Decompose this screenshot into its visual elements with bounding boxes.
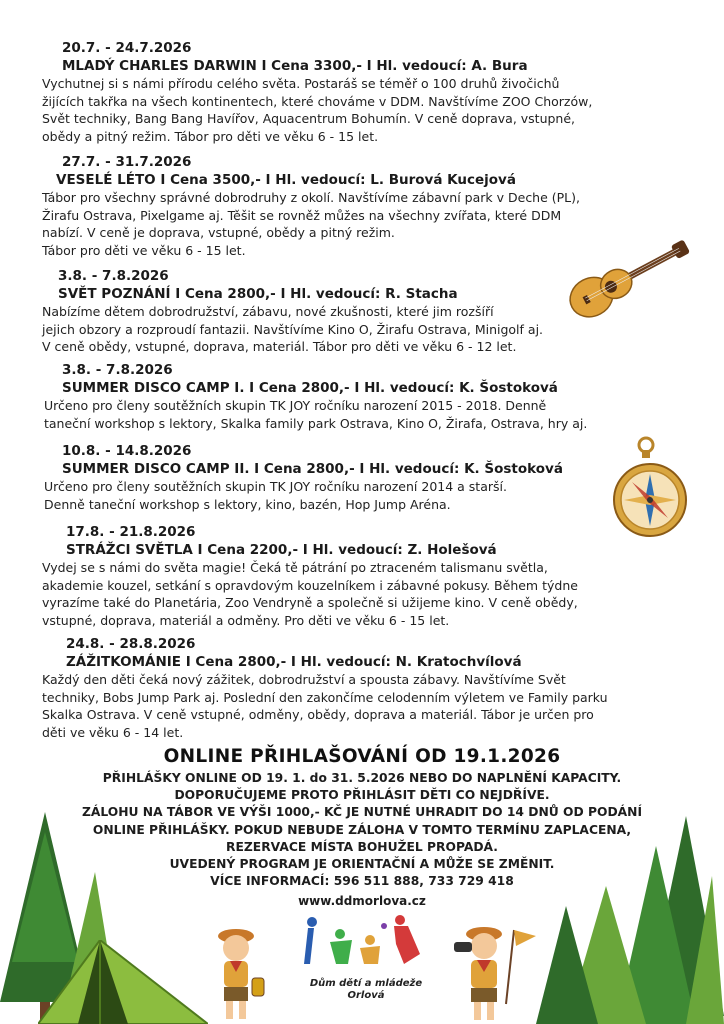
camp-title: STRÁŽCI SVĚTLA I Cena 2200,- I Hl. vedoucí: Z. Holešová: [66, 542, 497, 558]
camp-title: SUMMER DISCO CAMP II. I Cena 2800,- I Hl. vedoucí: K. Šostoková: [62, 461, 563, 477]
camp-description: Tábor pro všechny správné dobrodruhy z okolí. Navštívíme zábavní park v Deche (PL), Žirafu Ostrava, Pixelgame aj. Těšit se rovněž můžes na všechny zvířata, které DDM nabízí. V ceně je doprava, vstupné, obědy a pitný režim. Tábor pro děti ve věku 6 - 15 let.: [42, 190, 581, 258]
camp-6: [42, 524, 682, 629]
camp-4: [42, 362, 682, 432]
camp-date: 17.8. - 21.8.2026: [66, 524, 196, 540]
camp-title: MLADÝ CHARLES DARWIN I Cena 3300,- I Hl. vedoucí: A. Bura: [62, 58, 528, 74]
ddm-logo-icon: [300, 914, 432, 976]
camp-description: Každý den děti čeká nový zážitek, dobrodružství a spousta zábavy. Navštívíme Svět techniky, Bobs Jump Park aj. Poslední den zakončíme celodenním výletem ve Family parku Skalka Ostrava. V ceně vstupné, odměny, obědy, doprava a materiál. Tábor je určen pro děti ve věku 6 - 14 let.: [42, 672, 608, 740]
forest-icon: [536, 816, 724, 1024]
camp-1: [42, 40, 682, 145]
camp-description: Vychutnej si s námi přírodu celého světa. Postaráš se téměř o 100 druhů živočichů žijících takřka na všech kontinentech, které chováme v DDM. Navštívíme ZOO Chorzów, Svět techniky, Bang Bang Havířov, Aquacentrum Bohumín. V ceně doprava, vstupné, obědy a pitný režim. Tábor pro děti ve věku 6 - 15 let.: [42, 76, 593, 144]
camp-date: 3.8. - 7.8.2026: [58, 268, 169, 284]
camp-title: ZÁŽITKOMÁNIE I Cena 2800,- I Hl. vedoucí: N. Kratochvílová: [66, 654, 522, 670]
camp-date: 24.8. - 28.8.2026: [66, 636, 196, 652]
compass-icon: [612, 434, 690, 546]
camp-date: 3.8. - 7.8.2026: [62, 362, 173, 378]
scout-boy-icon: [444, 924, 540, 1024]
camp-title: SUMMER DISCO CAMP I. I Cena 2800,- I Hl. vedoucí: K. Šostoková: [62, 380, 558, 396]
camp-description: Určeno pro členy soutěžních skupin TK JOY ročníku narození 2014 a starší. Denně taneční workshop s lektory, kino, bazén, Hop Jump Aréna.: [44, 479, 507, 512]
camp-7: [42, 636, 682, 741]
camp-description: Určeno pro členy soutěžních skupin TK JOY ročníku narození 2015 - 2018. Denně taneční workshop s lektory, Skalka family park Ostrava, Kino O, Žirafa, Ostrava, hry aj.: [44, 398, 588, 431]
camp-date: 20.7. - 24.7.2026: [62, 40, 192, 56]
scout-girl-icon: [206, 928, 270, 1024]
camp-5: [42, 443, 682, 513]
guitar-icon: [566, 226, 698, 320]
website-link[interactable]: www.ddmorlova.cz: [298, 894, 426, 908]
registration-info: PŘIHLÁŠKY ONLINE OD 19. 1. do 31. 5.2026 NEBO DO NAPLNĚNÍ KAPACITY. DOPORUČUJEME PROTO PŘIHLÁSIT DĚTI CO NEJDŘÍVE. ZÁLOHU NA TÁBOR VE VÝŠI 1000,- KČ JE NUTNÉ UHRADIT DO 14 DNŮ OD PODÁNÍ ONLINE PŘIHLÁŠKY. POKUD NEBUDE ZÁLOHA V TOMTO TERMÍNU ZAPLACENA, REZERVACE MÍSTA BOHUŽEL PROPADÁ. UVEDENÝ PROGRAM JE ORIENTAČNÍ A MŮŽE SE ZMĚNIT. VÍCE INFORMACÍ: 596 511 888, 733 729 418: [81, 771, 643, 889]
online-registration-heading: ONLINE PŘIHLAŠOVÁNÍ OD 19.1.2026: [163, 746, 561, 767]
camp-title: VESELÉ LÉTO I Cena 3500,- I Hl. vedoucí: L. Burová Kucejová: [56, 172, 516, 188]
camp-title: SVĚT POZNÁNÍ I Cena 2800,- I Hl. vedoucí: R. Stacha: [58, 286, 458, 302]
camp-date: 10.8. - 14.8.2026: [62, 443, 192, 459]
camp-date: 27.7. - 31.7.2026: [62, 154, 192, 170]
logo-text: Dům dětí a mládeže Orlová: [309, 978, 423, 1001]
camp-description: Vydej se s námi do světa magie! Čeká tě pátrání po ztraceném talismanu světla, akademie kouzel, setkání s opravdovým kouzelníkem i zábavné pokusy. Během týdne vyrazíme také do Planetária, Zoo Vendryně a společně si užijeme kino. V ceně obědy, vstupné, doprava, materiál a odměny. Pro děti ve věku 6 - 15 let.: [42, 560, 578, 628]
camp-description: Nabízíme dětem dobrodružství, zábavu, nové zkušnosti, které jim rozšíří jejich obzory a rozproudí fantazii. Navštívíme Kino O, Žirafu Ostrava, Minigolf aj. V ceně obědy, vstupné, doprava, materiál. Tábor pro děti ve věku 6 - 12 let.: [42, 304, 544, 354]
tent-icon: [38, 940, 208, 1024]
